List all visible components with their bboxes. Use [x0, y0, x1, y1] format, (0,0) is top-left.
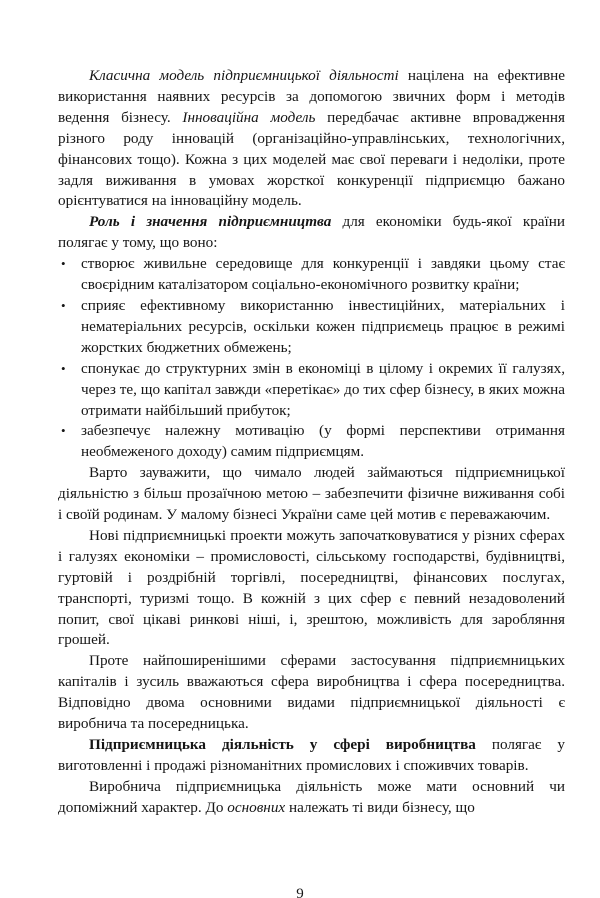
main-kinds-term: основних [227, 798, 286, 816]
paragraph-spheres: Нові підприємницькі проекти можуть започатковуватися у різних сферах і галузях економіки – промисловості, сільському господарстві, будівництві, гуртовій і роздрібній торгівлі, посередництві, фінансових послугах, транспорті, туризмі тощо. В кожній з цих сфер є певний незадоволений попит, свої цікаві ринкові ніші, і, зрештою, можливість для заробляння грошей. [58, 526, 565, 649]
paragraph-models: Класична модель підприємницької діяльності націлена на ефективне використання наявних ресурсів за допомогою звичних форм і методів ведення бізнесу. Інноваційна модель передбачає активне впровадження різного роду інновацій (організаційно-управлінських, технологічних, фінансових тощо). Кожна з цих моделей має свої переваги і недоліки, проте задля виживання в умовах жорсткої конкуренції підприємцю бажано орієнтуватися на інноваційну модель. [58, 67, 565, 210]
role-term: Роль і значення підприємництва [89, 213, 332, 231]
paragraph-role: Роль і значення підприємництва для економіки будь-якої країни полягає у тому, що воно: [58, 213, 566, 252]
innovative-model-term: Інноваційна модель [182, 108, 316, 126]
bullet-icon: • [61, 360, 66, 376]
paragraph-production: Підприємницька діяльність у сфері виробництва полягає у виготовленні і продажі різноманітних промислових і споживчих товарів. [58, 736, 565, 774]
classic-model-term: Класична модель підприємницької діяльності [89, 67, 399, 84]
body-text [58, 66, 565, 819]
paragraph-main-types: Проте найпоширенішими сферами застосування підприємницьких капіталів і зусиль вважаються сфера виробництва і сфера посередництва. Відповідно двома основними видами підприємницької діяльності є виробнича та посередницька. [58, 652, 565, 733]
bullet-icon: • [61, 297, 66, 313]
role-bullet-list [58, 254, 565, 463]
bullet-icon: • [61, 256, 66, 272]
page-number: 9 [296, 886, 304, 898]
bullet-icon: • [61, 423, 66, 439]
list-item: • створює живильне середовище для конкуренції і завдяки цьому стає своєрідним каталізатором соціально-економічного розвитку країни; [61, 255, 565, 294]
list-item: • сприяє ефективному використанню інвестиційних, матеріальних і нематеріальних ресурсів, оскільки кожен підприємець працює в режимі жорстких бюджетних обмежень; [61, 296, 565, 356]
paragraph-motivation: Варто зауважити, що чимало людей займаються підприємницької діяльністю з більш прозаїчною метою – забезпечити фізичне виживання собі і своїй родинам. У малому бізнесі України саме цей мотив є переважаючим. [58, 464, 565, 524]
production-term: Підприємницька діяльність у сфері виробництва [89, 736, 476, 753]
paragraph-production-kinds: Виробнича підприємницька діяльність може мати основний чи допоміжний характер. До основних належать ті види бізнесу, що [58, 777, 565, 816]
list-item: • спонукає до структурних змін в економіці в цілому і окремих її галузях, через те, що капітал завжди «перетікає» до тих сфер бізнесу, в яких можна отримати найбільший прибуток; [61, 359, 565, 419]
list-item: • забезпечує належну мотивацію (у формі перспективи отримання необмеженого доходу) самим підприємцям. [61, 422, 565, 461]
